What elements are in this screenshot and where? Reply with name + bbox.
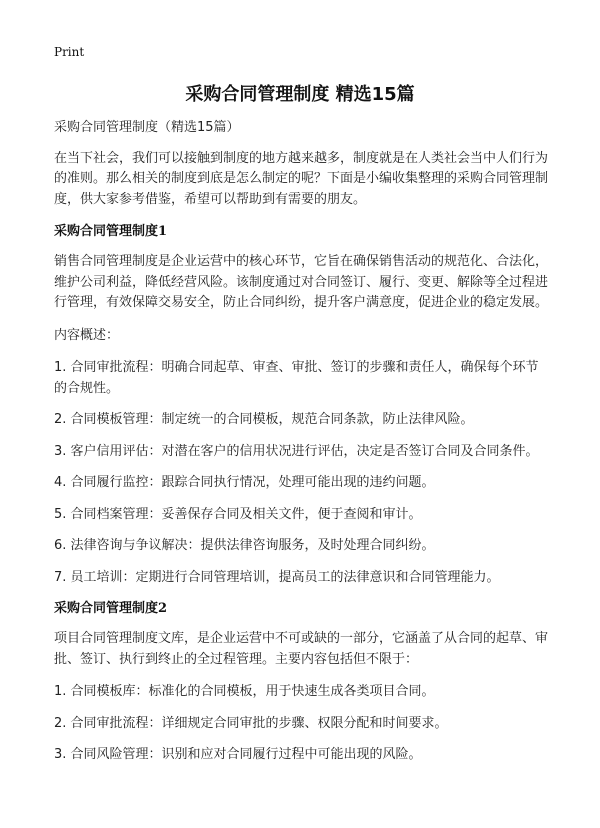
section-1-list-item: 4. 合同履行监控：跟踪合同执行情况，处理可能出现的违约问题。 <box>54 475 435 490</box>
document-title: 采购合同管理制度 精选15篇 <box>185 84 415 105</box>
section-1-list-item: 3. 客户信用评估：对潜在客户的信用状况进行评估，决定是否签订合同及合同条件。 <box>54 443 539 459</box>
section-2-paragraph: 项目合同管理制度文库，是企业运营中不可或缺的一部分，它涵盖了从合同的起草、审批、签订、执行到终止的全过程管理。主要内容包括但不限于： <box>54 631 549 667</box>
section-1-list-item: 1. 合同审批流程：明确合同起草、审查、审批、签订的步骤和责任人，确保每个环节的合规性。 <box>54 360 539 396</box>
section-1-list-item: 7. 员工培训：定期进行合同管理培训，提高员工的法律意识和合同管理能力。 <box>54 569 500 585</box>
section-1-list-item: 6. 法律咨询与争议解决：提供法律咨询服务，及时处理合同纠纷。 <box>54 538 435 553</box>
print-label[interactable]: Print <box>54 45 85 59</box>
section-1-heading: 采购合同管理制度1 <box>54 224 168 239</box>
section-2-list-item: 3. 合同风险管理：识别和应对合同履行过程中可能出现的风险。 <box>54 747 422 762</box>
section-1-list-item: 5. 合同档案管理：妥善保存合同及相关文件，便于查阅和审计。 <box>54 506 422 522</box>
section-1-list-item: 2. 合同模板管理：制定统一的合同模板，规范合同条款，防止法律风险。 <box>54 412 474 427</box>
intro-paragraph: 在当下社会，我们可以接触到制度的地方越来越多，制度就是在人类社会当中人们行为的准则。那么相关的制度到底是怎么制定的呢？下面是小编收集整理的采购合同管理制度，供大家参考借鉴，希望可以帮助到有需要的朋友。 <box>54 150 549 207</box>
document-subtitle: 采购合同管理制度（精选15篇） <box>54 120 240 135</box>
section-2-list-item: 2. 合同审批流程：详细规定合同审批的步骤、权限分配和时间要求。 <box>54 715 448 731</box>
section-2-heading: 采购合同管理制度2 <box>54 601 168 616</box>
overview-label: 内容概述： <box>54 327 120 343</box>
section-1-paragraph: 销售合同管理制度是企业运营中的核心环节，它旨在确保销售活动的规范化、合法化，维护公司利益，降低经营风险。该制度通过对合同签订、履行、变更、解除等全过程进行管理，有效保障交易安全，防止合同纠纷，提升客户满意度，促进企业的稳定发展。 <box>54 254 549 310</box>
document-body <box>54 118 548 777</box>
section-2-list-item: 1. 合同模板库：标准化的合同模板，用于快速生成各类项目合同。 <box>54 684 435 699</box>
